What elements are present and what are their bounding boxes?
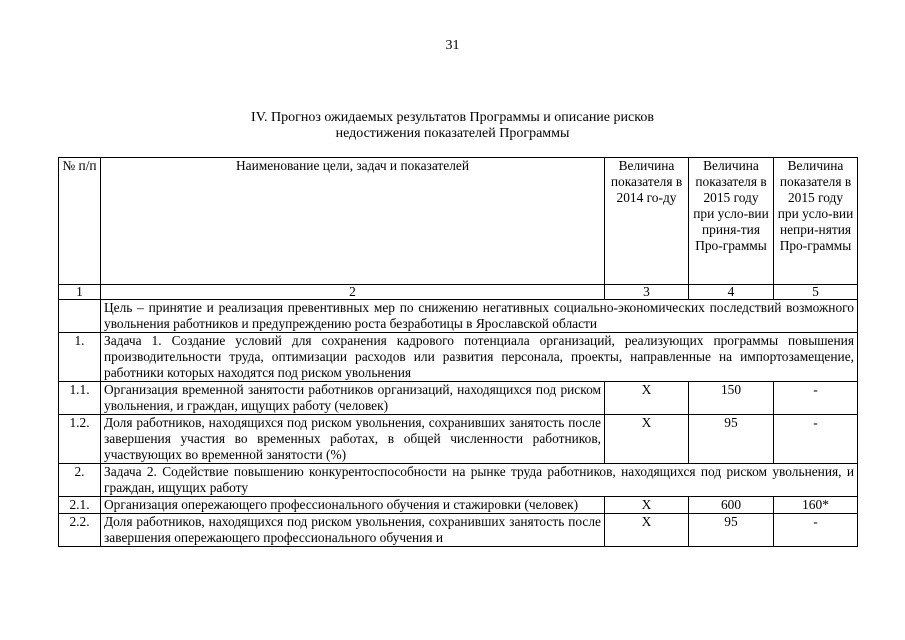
row-num: 2.1.: [59, 497, 101, 514]
indicator-row: [59, 514, 858, 547]
column-number: 5: [774, 285, 858, 300]
value-2014: Х: [605, 514, 689, 547]
value-2015-without: -: [774, 415, 858, 464]
goal-text: Цель – принятие и реализация превентивных мер по снижению негативных социально-экономических последствий возможного увольнения работников и предупреждению роста безработицы в Ярославской области: [101, 300, 858, 333]
indicator-row: [59, 497, 858, 514]
row-num: 1.: [59, 333, 101, 382]
value-2014: Х: [605, 382, 689, 415]
goal-num-cell: [59, 300, 101, 333]
indicator-text: Организация временной занятости работников организаций, находящихся под риском увольнения, и граждан, ищущих работу (человек): [101, 382, 605, 415]
column-number: 4: [689, 285, 774, 300]
indicator-text: Организация опережающего профессионального обучения и стажировки (человек): [101, 497, 605, 514]
row-num: 2.2.: [59, 514, 101, 547]
header-num: № п/п: [59, 158, 101, 285]
task-row: [59, 464, 858, 497]
value-2015-with: 150: [689, 382, 774, 415]
row-num: 1.2.: [59, 415, 101, 464]
column-number-row: [59, 285, 858, 300]
row-num: 1.1.: [59, 382, 101, 415]
indicator-row: [59, 382, 858, 415]
task-text: Задача 1. Создание условий для сохранения кадрового потенциала организаций, реализующих программы повышения производительности труда, оптимизации расходов или развития персонала, проекты, направленные на импортозамещение, работники которых находятся под риском увольнения: [101, 333, 858, 382]
goal-row: [59, 300, 858, 333]
column-number: 2: [101, 285, 605, 300]
row-num: 2.: [59, 464, 101, 497]
column-number: 1: [59, 285, 101, 300]
value-2015-without: -: [774, 382, 858, 415]
task-row: [59, 333, 858, 382]
header-name: Наименование цели, задач и показателей: [101, 158, 605, 285]
header-val-2015-with: Величина показателя в 2015 году при усло-вии приня-тия Про-граммы: [689, 158, 774, 285]
page-number: 31: [445, 38, 460, 53]
header-val-2015-without: Величина показателя в 2015 году при усло-вии непри-нятия Про-граммы: [774, 158, 858, 285]
value-2014: Х: [605, 497, 689, 514]
indicator-text: Доля работников, находящихся под риском увольнения, сохранивших занятость после завершения опережающего профессионального обучения и: [101, 514, 605, 547]
forecast-table: [58, 157, 858, 547]
section-title-line-1: IV. Прогноз ожидаемых результатов Программы и описание рисков: [251, 110, 654, 125]
value-2015-with: 95: [689, 514, 774, 547]
section-title-line-2: недостижения показателей Программы: [335, 126, 570, 141]
section-title: [0, 110, 905, 142]
column-number: 3: [605, 285, 689, 300]
value-2015-with: 600: [689, 497, 774, 514]
value-2015-with: 95: [689, 415, 774, 464]
header-row: [59, 158, 858, 285]
indicator-row: [59, 415, 858, 464]
header-val-2014: Величина показателя в 2014 го-ду: [605, 158, 689, 285]
task-text: Задача 2. Содействие повышению конкурентоспособности на рынке труда работников, находящихся под риском увольнения, и граждан, ищущих работу: [101, 464, 858, 497]
value-2015-without: -: [774, 514, 858, 547]
value-2015-without: 160*: [774, 497, 858, 514]
value-2014: Х: [605, 415, 689, 464]
indicator-text: Доля работников, находящихся под риском увольнения, сохранивших занятость после завершения участия во временных работах, в общей численности работников, участвующих во временной занятости (%): [101, 415, 605, 464]
